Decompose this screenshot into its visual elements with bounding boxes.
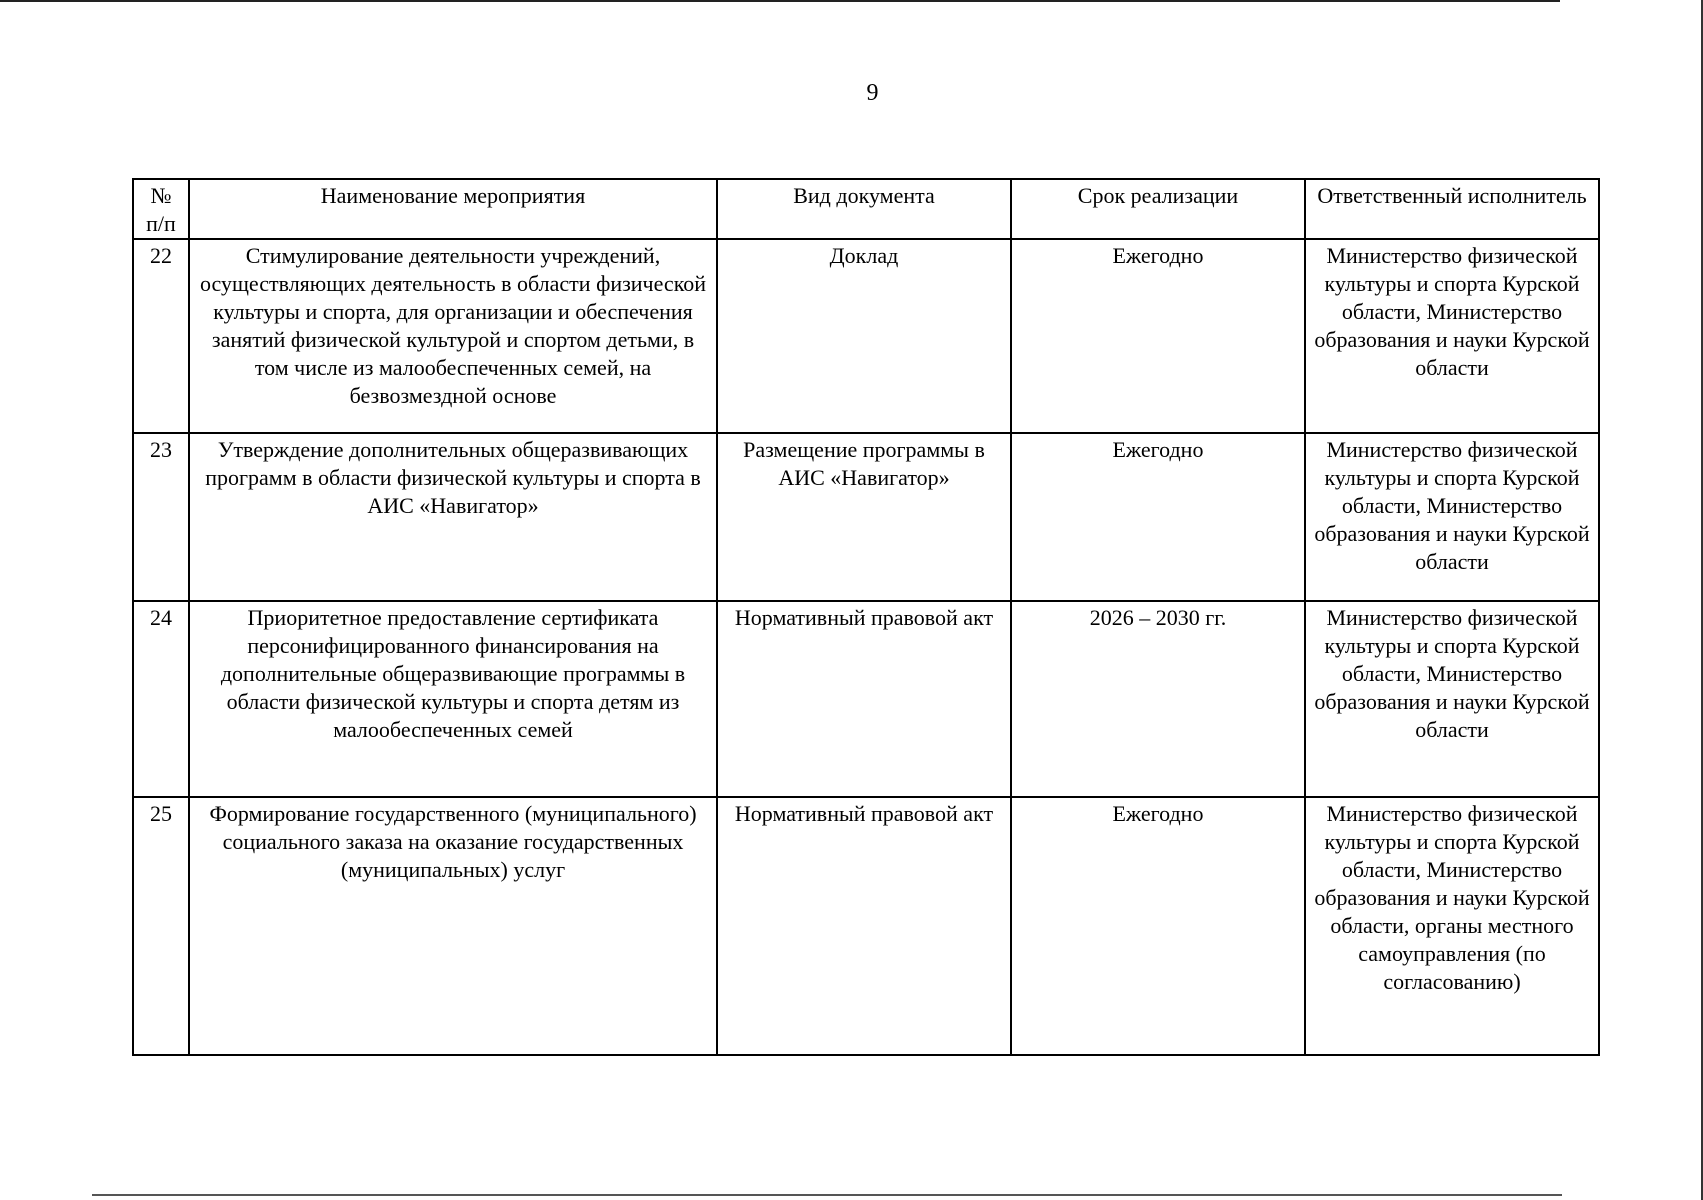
scan-edge-bottom [92,1194,1562,1196]
cell-num: 25 [133,797,189,1055]
measures-table [132,178,1600,1056]
cell-term: 2026 – 2030 гг. [1011,601,1305,797]
table-row [133,797,1599,1055]
cell-name: Стимулирование деятельности учреждений, осуществляющих деятельность в области физической культуры и спорта, для организации и обеспечения занятий физической культурой и спортом детьми, в том числе из малообеспеченных семей, на безвозмездной основе [189,239,717,433]
cell-num: 22 [133,239,189,433]
cell-doc: Доклад [717,239,1011,433]
cell-resp: Министерство физической культуры и спорта Курской области, Министерство образования и науки Курской области [1305,433,1599,601]
table-row [133,601,1599,797]
header-doc: Вид документа [717,179,1011,239]
cell-resp: Министерство физической культуры и спорта Курской области, Министерство образования и науки Курской области [1305,601,1599,797]
cell-resp: Министерство физической культуры и спорта Курской области, Министерство образования и науки Курской области, органы местного самоуправления (по согласованию) [1305,797,1599,1055]
cell-doc: Нормативный правовой акт [717,601,1011,797]
cell-doc: Нормативный правовой акт [717,797,1011,1055]
cell-term: Ежегодно [1011,797,1305,1055]
cell-name: Формирование государственного (муниципального) социального заказа на оказание государственных (муниципальных) услуг [189,797,717,1055]
header-term: Срок реализации [1011,179,1305,239]
cell-resp: Министерство физической культуры и спорта Курской области, Министерство образования и науки Курской области [1305,239,1599,433]
cell-name: Приоритетное предоставление сертификата персонифицированного финансирования на дополнительные общеразвивающие программы в области физической культуры и спорта детям из малообеспеченных семей [189,601,717,797]
page-number: 9 [866,80,879,106]
header-name: Наименование мероприятия [189,179,717,239]
header-num: № п/п [133,179,189,239]
table-row [133,433,1599,601]
cell-num: 24 [133,601,189,797]
cell-doc: Размещение программы в АИС «Навигатор» [717,433,1011,601]
table-header-row [133,179,1599,239]
cell-num: 23 [133,433,189,601]
cell-term: Ежегодно [1011,433,1305,601]
cell-term: Ежегодно [1011,239,1305,433]
table-row [133,239,1599,433]
header-resp: Ответственный исполнитель [1305,179,1599,239]
cell-name: Утверждение дополнительных общеразвивающих программ в области физической культуры и спорта в АИС «Навигатор» [189,433,717,601]
scan-edge-top [0,0,1560,2]
